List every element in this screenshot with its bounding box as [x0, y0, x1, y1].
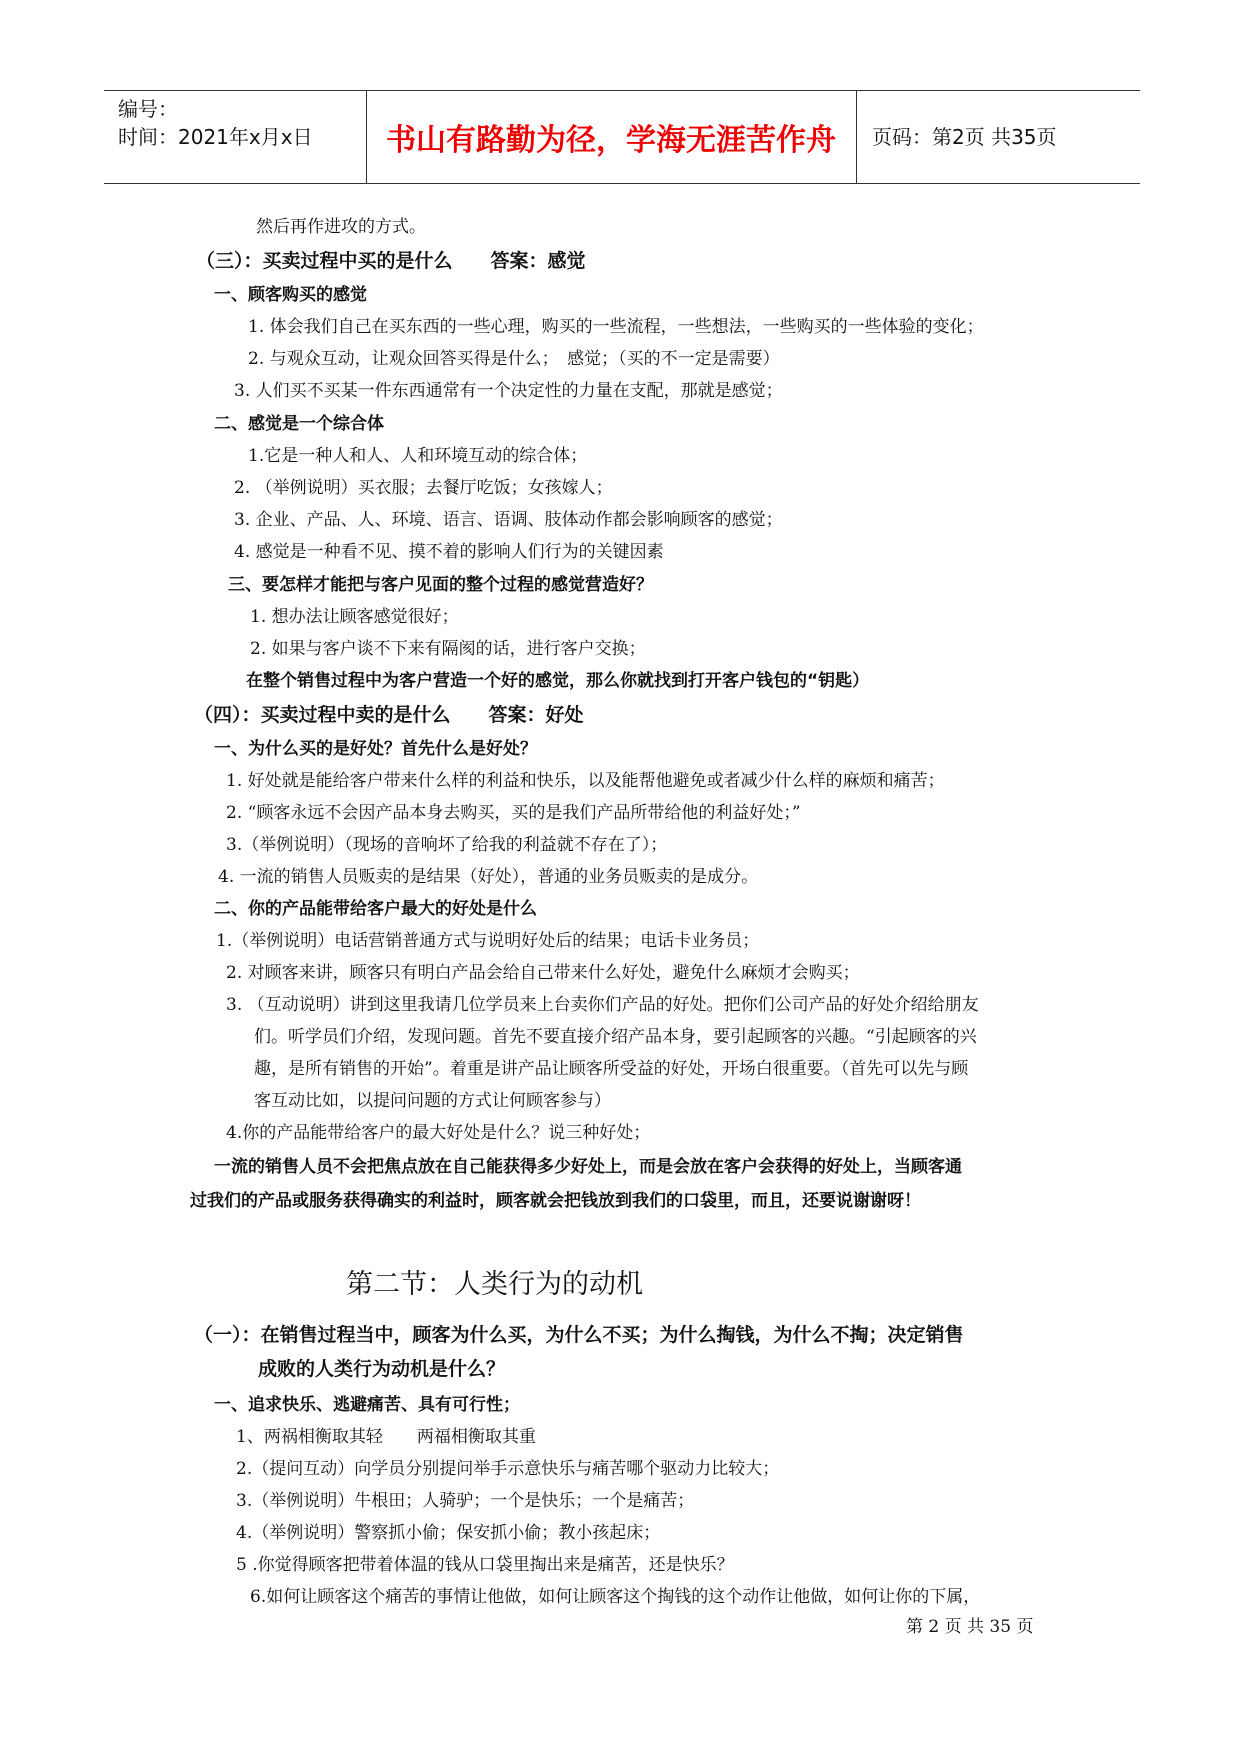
header-meta: [118, 95, 313, 151]
subheading: 一、追求快乐、逃避痛苦、具有可行性；: [214, 1395, 520, 1415]
subheading: 二、你的产品能带给客户最大的好处是什么: [214, 899, 537, 919]
list-item: 6.如何让顾客这个痛苦的事情让他做，如何让顾客这个掏钱的这个动作让他做，如何让你的下属，: [250, 1587, 981, 1607]
section-heading: （一）：在销售过程当中，顾客为什么买，为什么不买；为什么掏钱，为什么不掏；决定销售: [194, 1324, 964, 1346]
chapter-title: 第二节：人类行为的动机: [346, 1269, 643, 1300]
time-label: 时间：2021年x月x日: [118, 125, 313, 149]
list-item: 1. 好处就是能给客户带来什么样的利益和快乐，以及能帮他避免或者减少什么样的麻烦和痛苦；: [226, 771, 945, 791]
list-item: 4. 一流的销售人员贩卖的是结果（好处），普通的业务员贩卖的是成分。: [218, 867, 759, 887]
list-item: 4.你的产品能带给客户的最大好处是什么？说三种好处；: [226, 1123, 651, 1143]
list-item: 1、两祸相衡取其轻 两福相衡取其重: [236, 1427, 536, 1447]
header-page-number: 页码：第2页 共35页: [872, 125, 1057, 149]
header-motto: 书山有路勤为径，学海无涯苦作舟: [386, 123, 836, 158]
body-line: 然后再作进攻的方式。: [256, 217, 426, 237]
list-item: 4.（举例说明）警察抓小偷；保安抓小偷；教小孩起床；: [236, 1523, 661, 1543]
subheading: 二、感觉是一个综合体: [214, 414, 384, 434]
subheading: 三、要怎样才能把与客户见面的整个过程的感觉营造好？: [228, 575, 653, 595]
page-footer: 第 2 页 共 35 页: [906, 1617, 1034, 1637]
list-item: 1.（举例说明）电话营销普通方式与说明好处后的结果；电话卡业务员；: [216, 931, 760, 951]
key-point: 过我们的产品或服务获得确实的利益时，顾客就会把钱放到我们的口袋里，而且，还要说谢谢呀！: [190, 1191, 921, 1211]
section-heading: （四）：买卖过程中卖的是什么 答案：好处: [194, 704, 584, 726]
page-header: [104, 90, 1140, 184]
list-item: 1. 体会我们自己在买东西的一些心理，购买的一些流程，一些想法，一些购买的一些体验的变化；: [248, 317, 984, 337]
list-item: 2. “顾客永远不会因产品本身去购买，买的是我们产品所带给他的利益好处；”: [226, 803, 801, 823]
list-item: 4. 感觉是一种看不见、摸不着的影响人们行为的关键因素: [234, 542, 664, 562]
key-point: 一流的销售人员不会把焦点放在自己能获得多少好处上，而是会放在客户会获得的好处上，当顾客通: [214, 1157, 962, 1177]
key-point: 在整个销售过程中为客户营造一个好的感觉，那么你就找到打开客户钱包的“钥匙）: [246, 671, 870, 691]
list-item-continued: 客互动比如，以提问问题的方式让何顾客参与）: [254, 1091, 611, 1111]
header-divider: [856, 91, 857, 183]
list-item: 3. 人们买不买某一件东西通常有一个决定性的力量在支配，那就是感觉；: [234, 381, 783, 401]
list-item: 2. 如果与客户谈不下来有隔阂的话，进行客户交换；: [250, 639, 646, 659]
list-item: 3.（举例说明）牛根田；人骑驴；一个是快乐；一个是痛苦；: [236, 1491, 695, 1511]
list-item: 5 .你觉得顾客把带着体温的钱从口袋里掏出来是痛苦，还是快乐？: [236, 1555, 734, 1575]
list-item-continued: 们。听学员们介绍，发现问题。首先不要直接介绍产品本身，要引起顾客的兴趣。“引起顾客的兴: [254, 1027, 977, 1047]
list-item: 2.（提问互动）向学员分别提问举手示意快乐与痛苦哪个驱动力比较大；: [236, 1459, 780, 1479]
list-item: 3.（举例说明）（现场的音响坏了给我的利益就不存在了）；: [226, 835, 668, 855]
list-item: 1. 想办法让顾客感觉很好；: [250, 607, 459, 627]
section-heading-continued: 成败的人类行为动机是什么？: [258, 1358, 506, 1380]
subheading: 一、为什么买的是好处？首先什么是好处？: [214, 739, 537, 759]
list-item: 3. 企业、产品、人、环境、语言、语调、肢体动作都会影响顾客的感觉；: [234, 510, 783, 530]
list-item: 2. 对顾客来讲，顾客只有明白产品会给自己带来什么好处，避免什么麻烦才会购买；: [226, 963, 860, 983]
list-item-continued: 趣，是所有销售的开始”。着重是讲产品让顾客所受益的好处，开场白很重要。（首先可以先与顾: [254, 1059, 969, 1079]
list-item: 2. （举例说明）买衣服；去餐厅吃饭；女孩嫁人；: [234, 478, 613, 498]
subheading: 一、顾客购买的感觉: [214, 285, 367, 305]
list-item: 1.它是一种人和人、人和环境互动的综合体；: [248, 446, 588, 466]
section-heading: （三）：买卖过程中买的是什么 答案：感觉: [196, 250, 586, 272]
code-label: 编号：: [118, 97, 178, 121]
list-item: 2. 与观众互动，让观众回答买得是什么； 感觉；（买的不一定是需要）: [248, 349, 780, 369]
list-item: 3. （互动说明）讲到这里我请几位学员来上台卖你们产品的好处。把你们公司产品的好处介绍给朋友: [226, 995, 979, 1015]
